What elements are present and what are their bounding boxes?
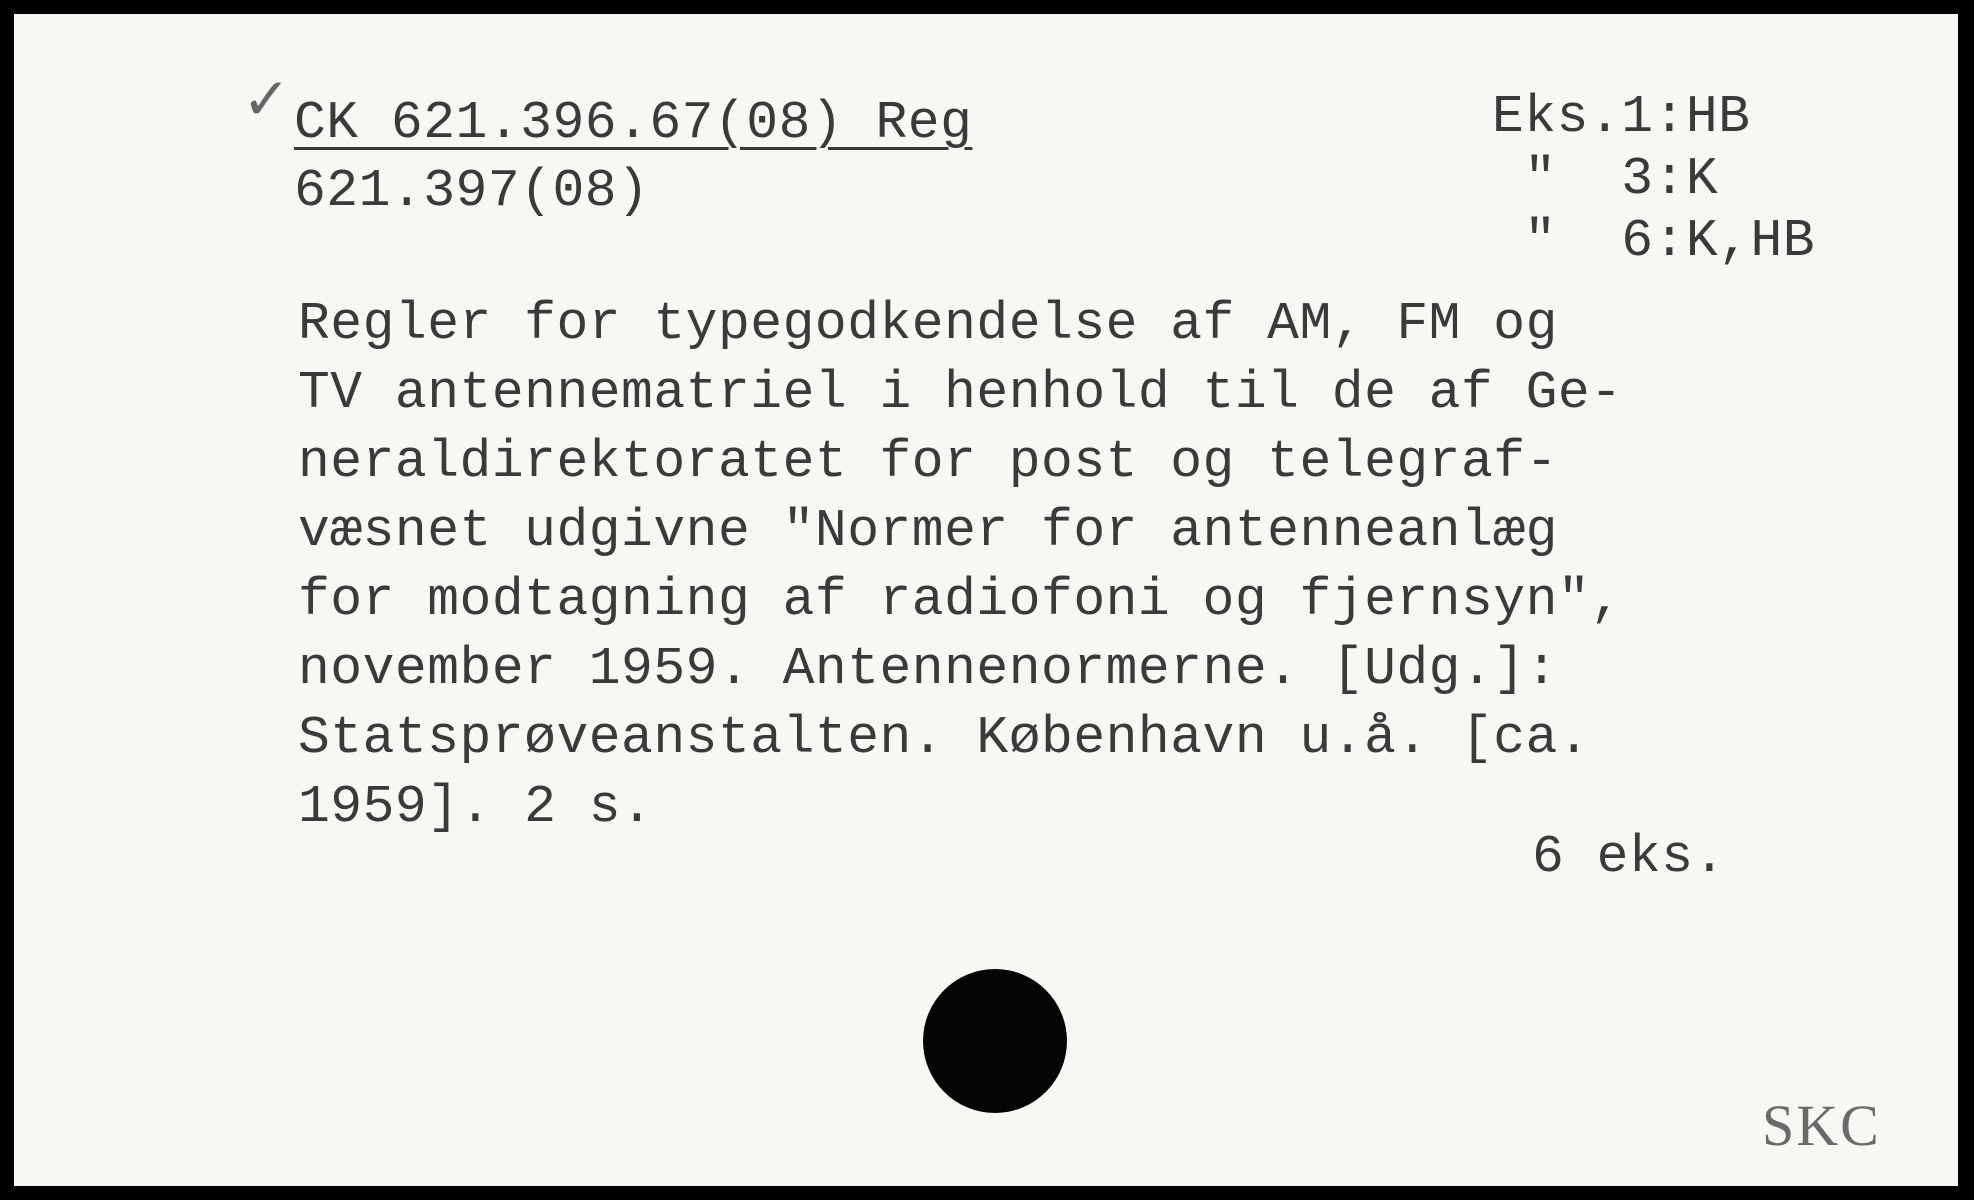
catalog-card [14, 14, 1958, 1186]
classmark-secondary: 621.397(08) [294, 161, 650, 221]
punch-hole [923, 969, 1067, 1113]
bibliographic-description: Regler for typegodkendelse af AM, FM og TV antennematriel i henhold til de af Ge- neraldirektoratet for post og telegraf- væsnet udgivne "Normer for antenneanlæg for modtagning af radiofoni og fjernsyn", november 1959. Antennenormerne. [Udg.]: Statsprøveanstalten. København u.å. [ca. 1959]. 2 s. [298, 294, 1623, 837]
skc-stamp: SKC [1762, 1093, 1881, 1158]
classmark-primary: CK 621.396.67(08) Reg [294, 93, 973, 153]
total-copies: 6 eks. [1532, 827, 1726, 887]
copies-list: Eks.1:HB " 3:K " 6:K,HB [1492, 87, 1816, 271]
check-mark-icon: ✓ [242, 65, 291, 133]
